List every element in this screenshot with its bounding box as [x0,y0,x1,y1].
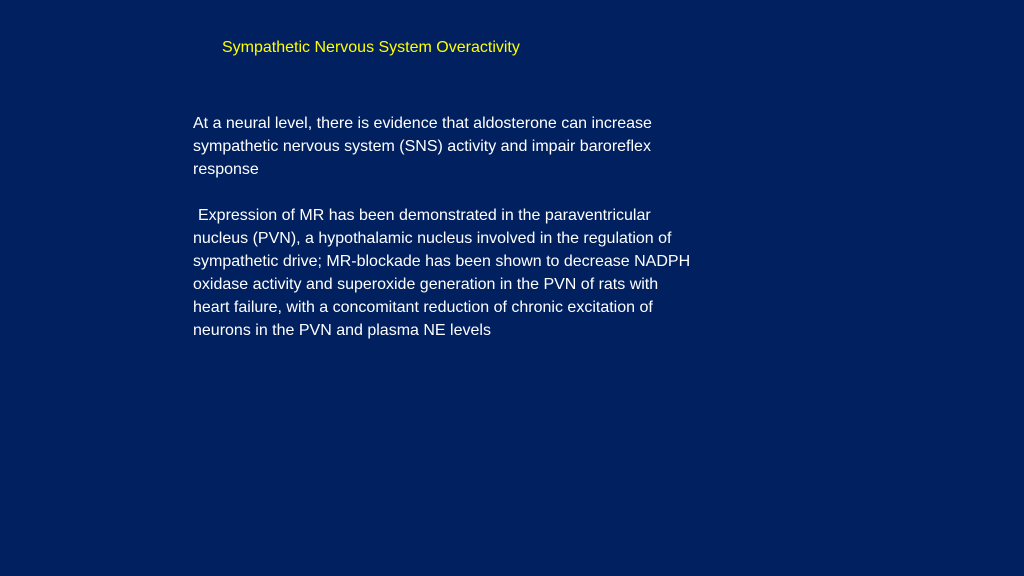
slide-title: Sympathetic Nervous System Overactivity [222,39,520,56]
paragraph-mr-expression-pvn: Expression of MR has been demonstrated in the paraventricular nucleus (PVN), a hypothalamic nucleus involved in the regulation of sympathetic drive; MR-blockade has been shown to decrease NADPH oxidase activity and superoxide generation in the PVN of rats with heart failure, with a concomitant reduction of chronic excitation of neurons in the PVN and plasma NE levels [193,207,691,339]
paragraph-aldosterone-sns: At a neural level, there is evidence that aldosterone can increase sympathetic nervous system (SNS) activity and impair baroreflex response [193,115,652,178]
slide-body [193,112,693,342]
